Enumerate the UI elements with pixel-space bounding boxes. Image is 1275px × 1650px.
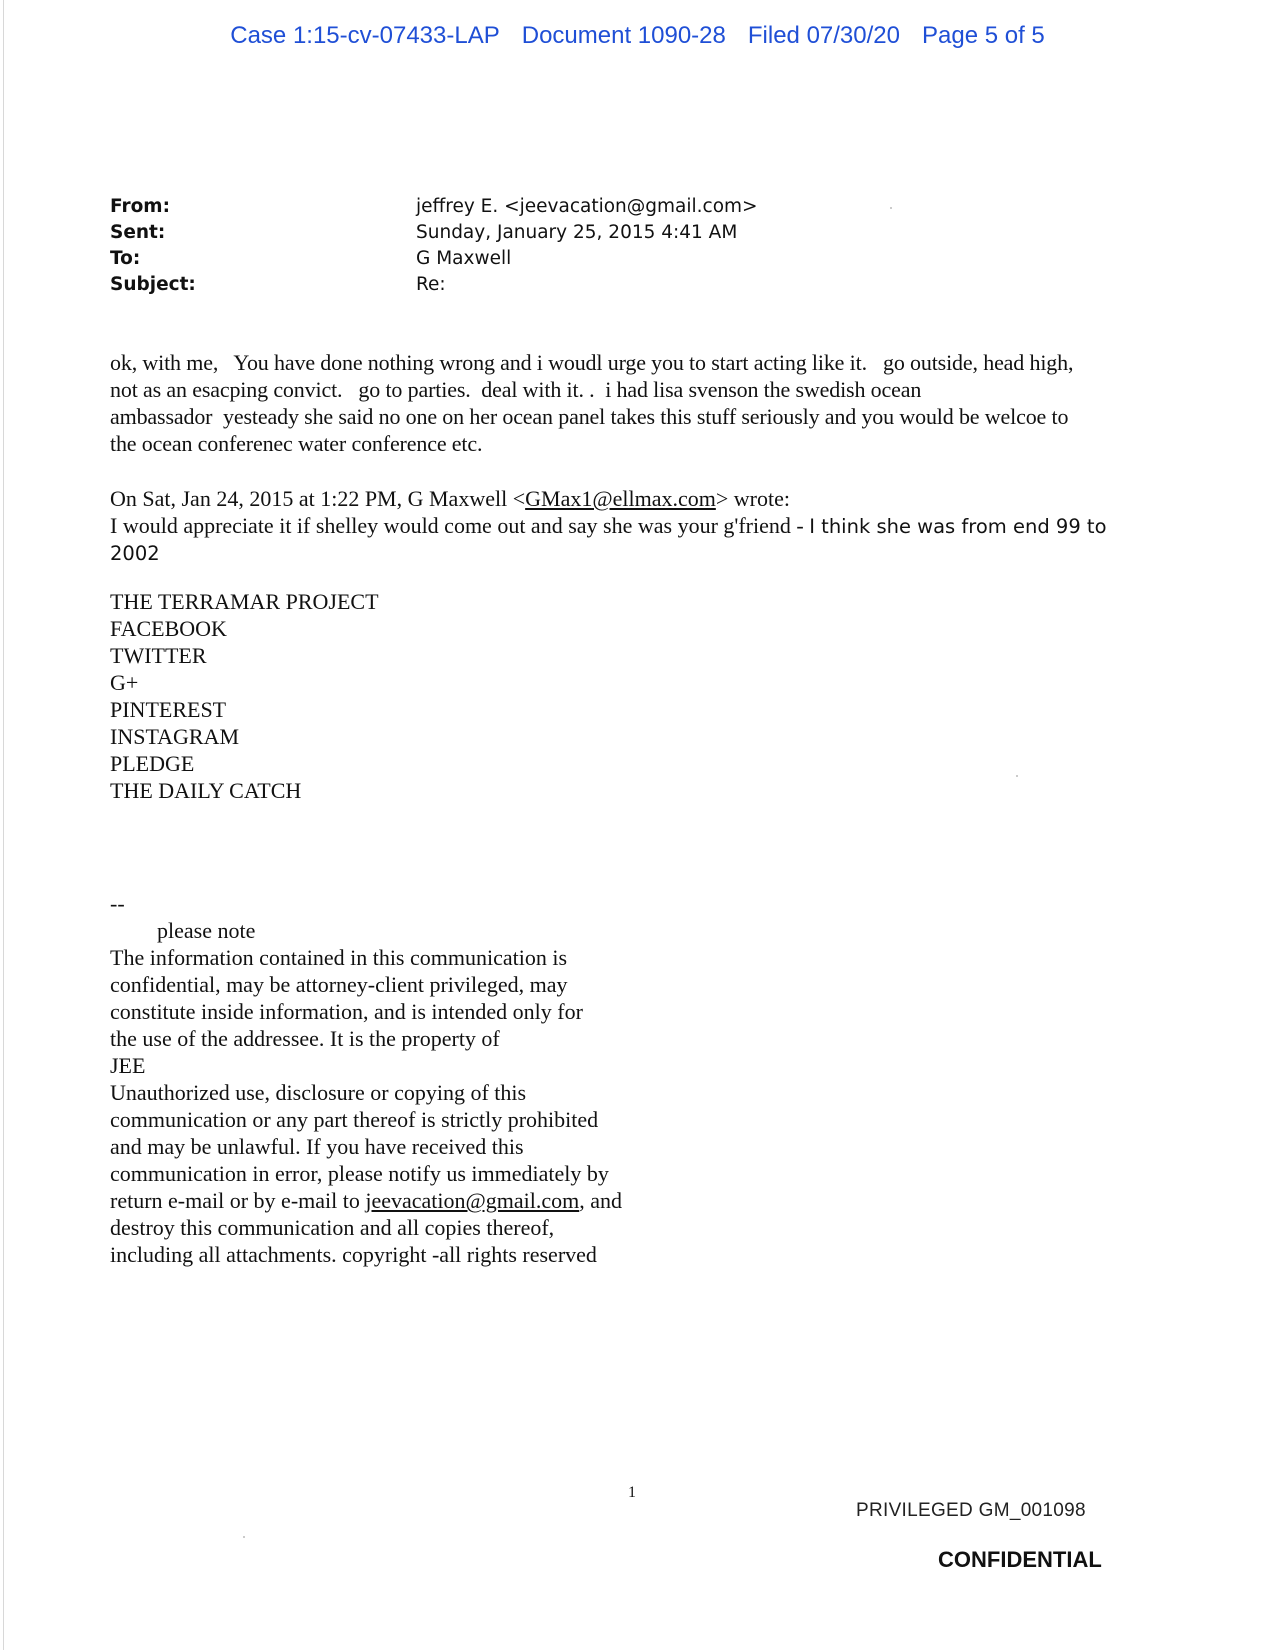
return-prefix: return e-mail or by e-mail to bbox=[110, 1188, 366, 1213]
meta-value: Sunday, January 25, 2015 4:41 AM bbox=[416, 222, 738, 243]
terramar-links bbox=[110, 588, 379, 804]
email-metadata bbox=[110, 194, 758, 298]
signature-email-link[interactable]: jeevacation@gmail.com bbox=[365, 1188, 580, 1213]
signature-line: The information contained in this communication is bbox=[110, 945, 568, 970]
signature-line: and may be unlawful. If you have received this bbox=[110, 1134, 524, 1159]
quote-line-sans: I think she was from end 99 to bbox=[809, 515, 1107, 538]
signature-line bbox=[110, 1187, 622, 1214]
filed-date: Filed 07/30/20 bbox=[747, 22, 900, 49]
quoted-email-link[interactable]: GMax1@ellmax.com bbox=[525, 486, 716, 511]
body-line: ambassador yesteady she said no one on her ocean panel takes this stuff seriously and you would be welcoe to bbox=[110, 404, 1069, 429]
body-line: the ocean conferenec water conference etc. bbox=[110, 431, 483, 456]
meta-row-from bbox=[110, 194, 758, 220]
quoted-message bbox=[110, 485, 1190, 567]
signature-line: constitute inside information, and is intended only for bbox=[110, 999, 583, 1024]
email-body bbox=[110, 349, 1170, 457]
signature-line: JEE bbox=[110, 1053, 146, 1078]
signature-line: communication or any part thereof is strictly prohibited bbox=[110, 1107, 599, 1132]
signature-dashes: -- bbox=[110, 891, 125, 916]
meta-value: G Maxwell bbox=[416, 248, 512, 269]
signature-line: communication in error, please notify us immediately by bbox=[110, 1161, 609, 1186]
quote-line-serif: I would appreciate it if shelley would come out and say she was your g'friend - bbox=[110, 513, 810, 538]
meta-label: Sent: bbox=[110, 222, 166, 243]
signature-line: Unauthorized use, disclosure or copying of this bbox=[110, 1080, 527, 1105]
meta-row-to bbox=[110, 246, 758, 272]
signature-line: confidential, may be attorney-client privileged, may bbox=[110, 972, 568, 997]
email-signature bbox=[110, 890, 622, 1268]
page-edge bbox=[3, 0, 4, 1650]
meta-row-subject bbox=[110, 272, 758, 298]
meta-label: To: bbox=[110, 248, 141, 269]
link-item[interactable]: FACEBOOK bbox=[110, 616, 227, 641]
quote-intro-suffix: > wrote: bbox=[715, 486, 790, 511]
link-item[interactable]: PINTEREST bbox=[110, 697, 227, 722]
quote-intro-prefix: On Sat, Jan 24, 2015 at 1:22 PM, G Maxwell < bbox=[110, 486, 526, 511]
meta-value: Re: bbox=[416, 274, 446, 295]
quote-line: 2002 bbox=[110, 542, 160, 565]
return-suffix: , and bbox=[579, 1188, 623, 1213]
body-line: not as an esacping convict. go to parties. deal with it. . i had lisa svenson the swedish ocean bbox=[110, 377, 922, 402]
page-number: 1 bbox=[628, 1484, 636, 1501]
scan-speck bbox=[890, 207, 892, 209]
meta-value: jeffrey E. <jeevacation@gmail.com> bbox=[416, 196, 758, 217]
scan-speck bbox=[243, 1536, 245, 1538]
body-line: ok, with me, You have done nothing wrong and i woudl urge you to start acting like it. go outside, head high, bbox=[110, 350, 1074, 375]
link-item[interactable]: PLEDGE bbox=[110, 751, 195, 776]
signature-line: destroy this communication and all copies thereof, bbox=[110, 1215, 555, 1240]
link-item[interactable]: THE TERRAMAR PROJECT bbox=[110, 589, 379, 614]
confidential-stamp: CONFIDENTIAL bbox=[938, 1547, 1102, 1572]
signature-line: including all attachments. copyright -all rights reserved bbox=[110, 1242, 597, 1267]
document-number: Document 1090-28 bbox=[521, 22, 726, 49]
signature-line: the use of the addressee. It is the property of bbox=[110, 1026, 500, 1051]
scan-speck bbox=[1016, 775, 1018, 777]
meta-row-sent bbox=[110, 220, 758, 246]
meta-label: From: bbox=[110, 196, 170, 217]
link-item[interactable]: G+ bbox=[110, 670, 139, 695]
quote-intro bbox=[110, 485, 1190, 512]
bates-number: PRIVILEGED GM_001098 bbox=[856, 1500, 1086, 1521]
link-item[interactable]: TWITTER bbox=[110, 643, 207, 668]
case-number: Case 1:15-cv-07433-LAP bbox=[230, 22, 500, 49]
link-item[interactable]: THE DAILY CATCH bbox=[110, 778, 302, 803]
meta-label: Subject: bbox=[110, 274, 196, 295]
quote-line bbox=[110, 512, 1190, 540]
signature-note: please note bbox=[157, 918, 256, 943]
court-filing-header bbox=[0, 22, 1275, 50]
page-indicator: Page 5 of 5 bbox=[921, 22, 1045, 49]
link-item[interactable]: INSTAGRAM bbox=[110, 724, 240, 749]
